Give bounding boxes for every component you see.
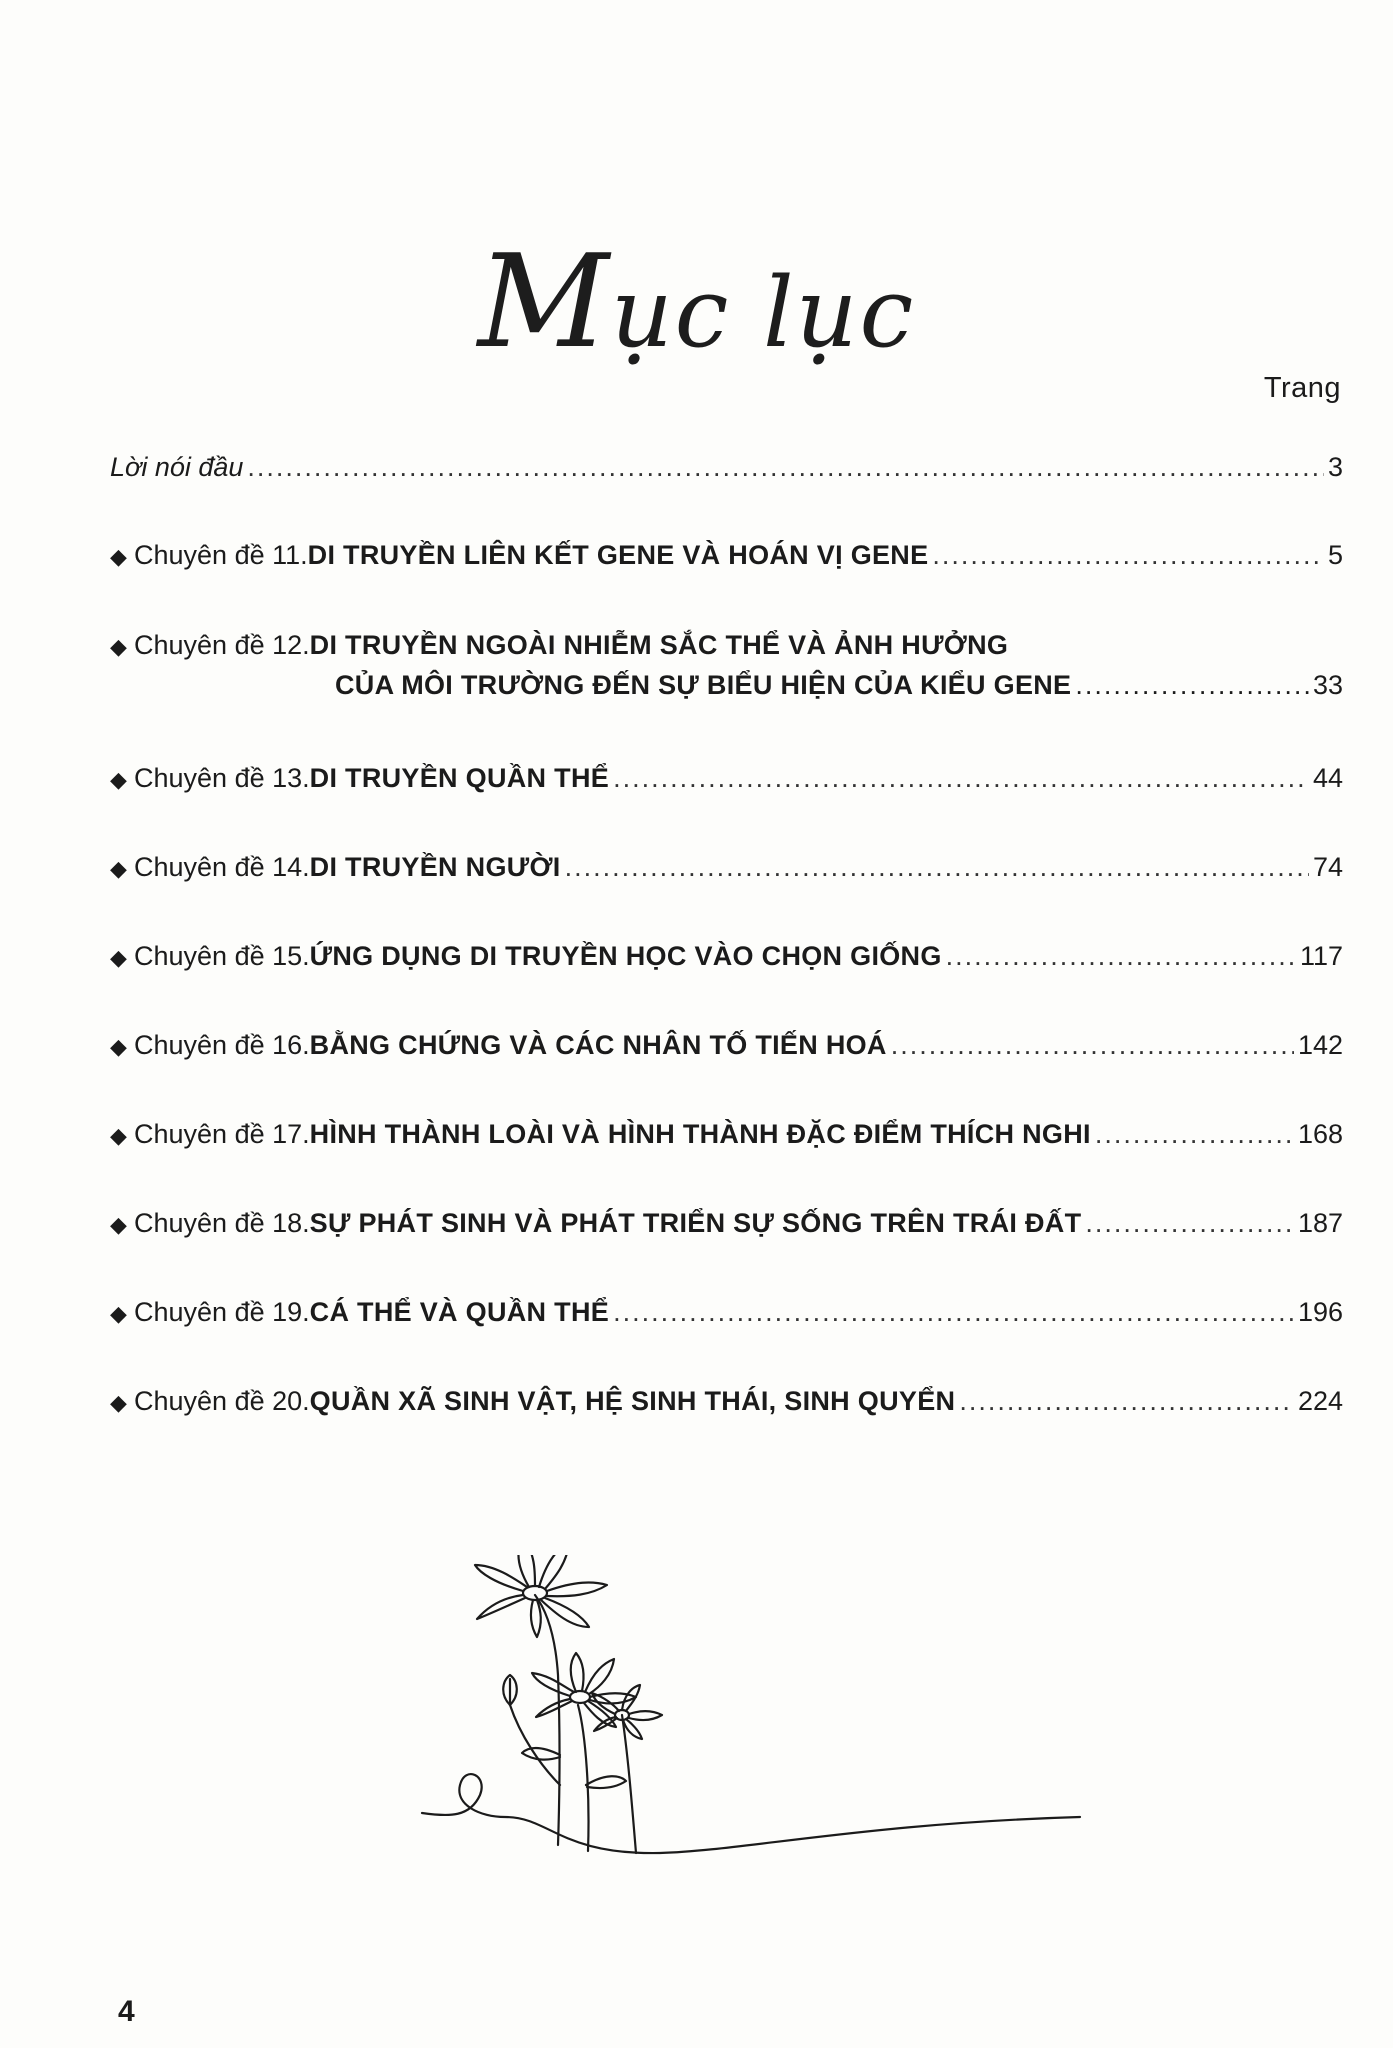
toc-page-number: 142	[1297, 1030, 1343, 1060]
toc-entry[interactable]	[110, 630, 1343, 661]
leader-dots	[932, 540, 1324, 571]
chapter-prefix: Chuyên đề 19.	[134, 1297, 310, 1327]
chapter-title: DI TRUYỀN QUẦN THỂ	[309, 763, 610, 793]
toc-entry-preface[interactable]	[110, 452, 1343, 483]
leader-dots	[247, 452, 1324, 483]
leader-dots	[613, 1297, 1294, 1328]
toc-entry[interactable]	[110, 540, 1343, 571]
chapter-title: SỰ PHÁT SINH VÀ PHÁT TRIỂN SỰ SỐNG TRÊN TRÁI ĐẤT	[309, 1208, 1082, 1238]
chapter-prefix: Chuyên đề 11.	[134, 540, 308, 570]
chapter-prefix: Chuyên đề 18.	[134, 1208, 310, 1238]
toc-entry[interactable]	[110, 1030, 1343, 1061]
chapter-title: DI TRUYỀN NGOÀI NHIỄM SẮC THỂ VÀ ẢNH HƯỞNG	[309, 630, 1009, 660]
chapter-prefix: Chuyên đề 13.	[134, 763, 310, 793]
toc-entry[interactable]	[110, 763, 1343, 794]
toc-entry[interactable]	[110, 1386, 1343, 1417]
chapter-prefix: Chuyên đề 20.	[134, 1386, 310, 1416]
toc-page-number: 74	[1312, 852, 1343, 882]
toc-entry[interactable]	[110, 1297, 1343, 1328]
leader-dots	[959, 1386, 1294, 1417]
diamond-bullet-icon: ◆	[110, 767, 127, 792]
leader-dots	[565, 852, 1309, 883]
diamond-bullet-icon: ◆	[110, 1034, 127, 1059]
leader-dots	[946, 941, 1296, 972]
chapter-title-line2: CỦA MÔI TRƯỜNG ĐẾN SỰ BIỂU HIỆN CỦA KIỂU GENE	[335, 670, 1072, 700]
chapter-prefix: Chuyên đề 12.	[134, 630, 310, 660]
toc-entry-continuation[interactable]	[335, 670, 1343, 701]
chapter-prefix: Chuyên đề 17.	[134, 1119, 310, 1149]
diamond-bullet-icon: ◆	[110, 1301, 127, 1326]
toc-page-number: 33	[1312, 670, 1343, 700]
flower-line-art-icon	[410, 1555, 1090, 1885]
toc-entry[interactable]	[110, 1119, 1343, 1150]
leader-dots	[891, 1030, 1294, 1061]
page-number: 4	[118, 1995, 135, 2028]
toc-page-number: 196	[1297, 1297, 1343, 1327]
leader-dots	[1085, 1208, 1294, 1239]
chapter-prefix: Chuyên đề 14.	[134, 852, 310, 882]
chapter-prefix: Chuyên đề 16.	[134, 1030, 310, 1060]
diamond-bullet-icon: ◆	[110, 856, 127, 881]
chapter-title: HÌNH THÀNH LOÀI VÀ HÌNH THÀNH ĐẶC ĐIỂM THÍCH NGHI	[309, 1119, 1091, 1149]
diamond-bullet-icon: ◆	[110, 1212, 127, 1237]
title-capital: M	[477, 228, 611, 377]
toc-page-number: 44	[1312, 763, 1343, 793]
title-rest: ục lục	[610, 257, 916, 369]
leader-dots	[1075, 670, 1309, 701]
chapter-prefix: Chuyên đề 15.	[134, 941, 310, 971]
chapter-title: DI TRUYỀN NGƯỜI	[309, 852, 561, 882]
toc-page-number: 117	[1299, 941, 1343, 971]
chapter-title: QUẦN XÃ SINH VẬT, HỆ SINH THÁI, SINH QUYỂN	[309, 1386, 956, 1416]
diamond-bullet-icon: ◆	[110, 634, 127, 659]
chapter-title: ỨNG DỤNG DI TRUYỀN HỌC VÀO CHỌN GIỐNG	[309, 941, 942, 971]
preface-label: Lời nói đầu	[110, 452, 244, 482]
toc-page-number: 3	[1327, 452, 1343, 482]
diamond-bullet-icon: ◆	[110, 1390, 127, 1415]
leader-dots	[1095, 1119, 1294, 1150]
toc-page-number: 168	[1297, 1119, 1343, 1149]
page-column-label: Trang	[1263, 372, 1341, 404]
diamond-bullet-icon: ◆	[110, 1123, 127, 1148]
toc-page-number: 224	[1297, 1386, 1343, 1416]
toc-entry[interactable]	[110, 1208, 1343, 1239]
diamond-bullet-icon: ◆	[110, 544, 127, 569]
diamond-bullet-icon: ◆	[110, 945, 127, 970]
leader-dots	[613, 763, 1309, 794]
toc-page-number: 5	[1327, 540, 1343, 570]
page-title	[0, 228, 1393, 377]
toc-page-number: 187	[1297, 1208, 1343, 1238]
toc-entry[interactable]	[110, 941, 1343, 972]
toc-entry[interactable]	[110, 852, 1343, 883]
chapter-title: BẰNG CHỨNG VÀ CÁC NHÂN TỐ TIẾN HOÁ	[309, 1030, 887, 1060]
chapter-title: CÁ THỂ VÀ QUẦN THỂ	[309, 1297, 610, 1327]
chapter-title: DI TRUYỀN LIÊN KẾT GENE VÀ HOÁN VỊ GENE	[307, 540, 929, 570]
